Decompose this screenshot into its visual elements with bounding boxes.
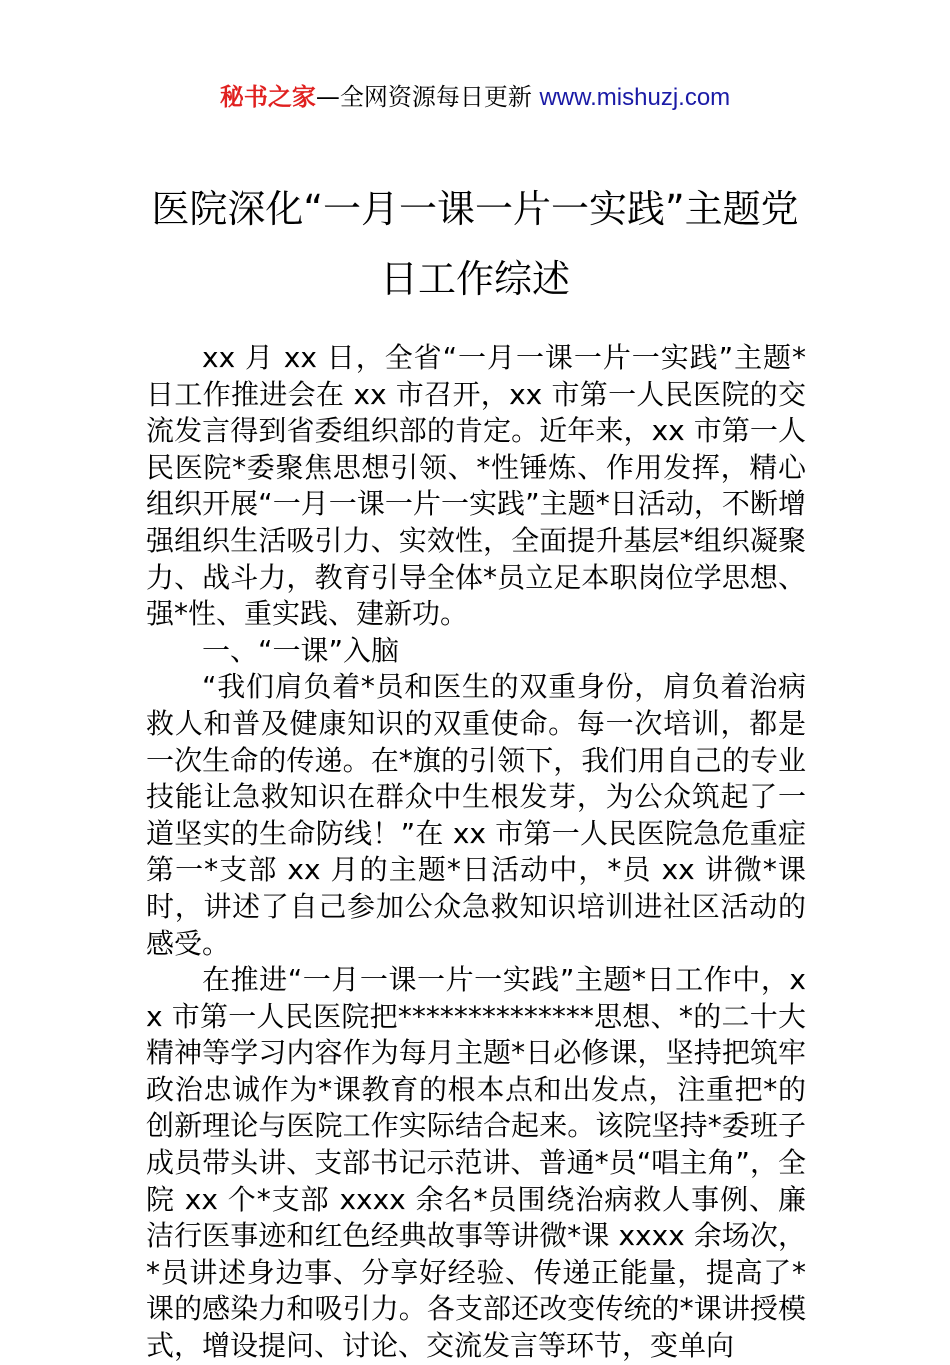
site-url-link[interactable]: www.mishuzj.com xyxy=(539,84,731,111)
document-title-line-2: 日工作综述 xyxy=(379,257,570,301)
section-heading-one-lesson: 一、“一课”入脑 xyxy=(202,633,400,667)
document-title-line-1: 医院深化“一月一课一片一实践”主题党 xyxy=(151,187,799,231)
body-paragraph-practice: 在推进“一月一课一片一实践”主题*日工作中，xx 市第一人民医院把**************思想、*的二十大精神等学习内容作为每月主题*日必修课，坚持把筑牢政治忠诚作为*课教育的根本点和出发点，注重把*的创新理论与医院工作实际结合起来。该院坚持*委班子成员带头讲、支部书记示范讲、普通*员“唱主角”，全院 xx 个*支部 xxxx 余名*员围绕治病救人事例、廉洁行医事迹和红色经典故事等讲微*课 xxxx 余场次，*员讲述身边事、分享好经验、传递正能量，提高了*课的感染力和吸引力。各支部还改变传统的*课讲授模式，增设提问、讨论、交流发言等环节，变单向 xyxy=(146,963,806,1363)
body-paragraph-quote: “我们肩负着*员和医生的双重身份，肩负着治病救人和普及健康知识的双重使命。每一次培训，都是一次生命的传递。在*旗的引领下，我们用自己的专业技能让急救知识在群众中生根发芽，为公众筑起了一道坚实的生命防线！”在 xx 市第一人民医院急危重症第一*支部 xx 月的主题*日活动中，*员 xx 讲微*课时，讲述了自己参加公众急救知识培训进社区活动的感受。 xyxy=(146,670,806,960)
body-paragraph-intro: xx 月 xx 日，全省“一月一课一片一实践”主题*日工作推进会在 xx 市召开，xx 市第一人民医院的交流发言得到省委组织部的肯定。近年来，xx 市第一人民医院*委聚焦思想引领、*性锤炼、作用发挥，精心组织开展“一月一课一片一实践”主题*日活动，不断增强组织生活吸引力、实效性，全面提升基层*组织凝聚力、战斗力，教育引导全体*员立足本职岗位学思想、强*性、重实践、建新功。 xyxy=(146,341,806,631)
document-body xyxy=(146,340,806,1365)
site-brand: 秘书之家 xyxy=(219,83,316,111)
site-header xyxy=(0,80,950,115)
site-slogan: —全网资源每日更新 xyxy=(315,83,540,111)
document-title xyxy=(0,174,950,314)
